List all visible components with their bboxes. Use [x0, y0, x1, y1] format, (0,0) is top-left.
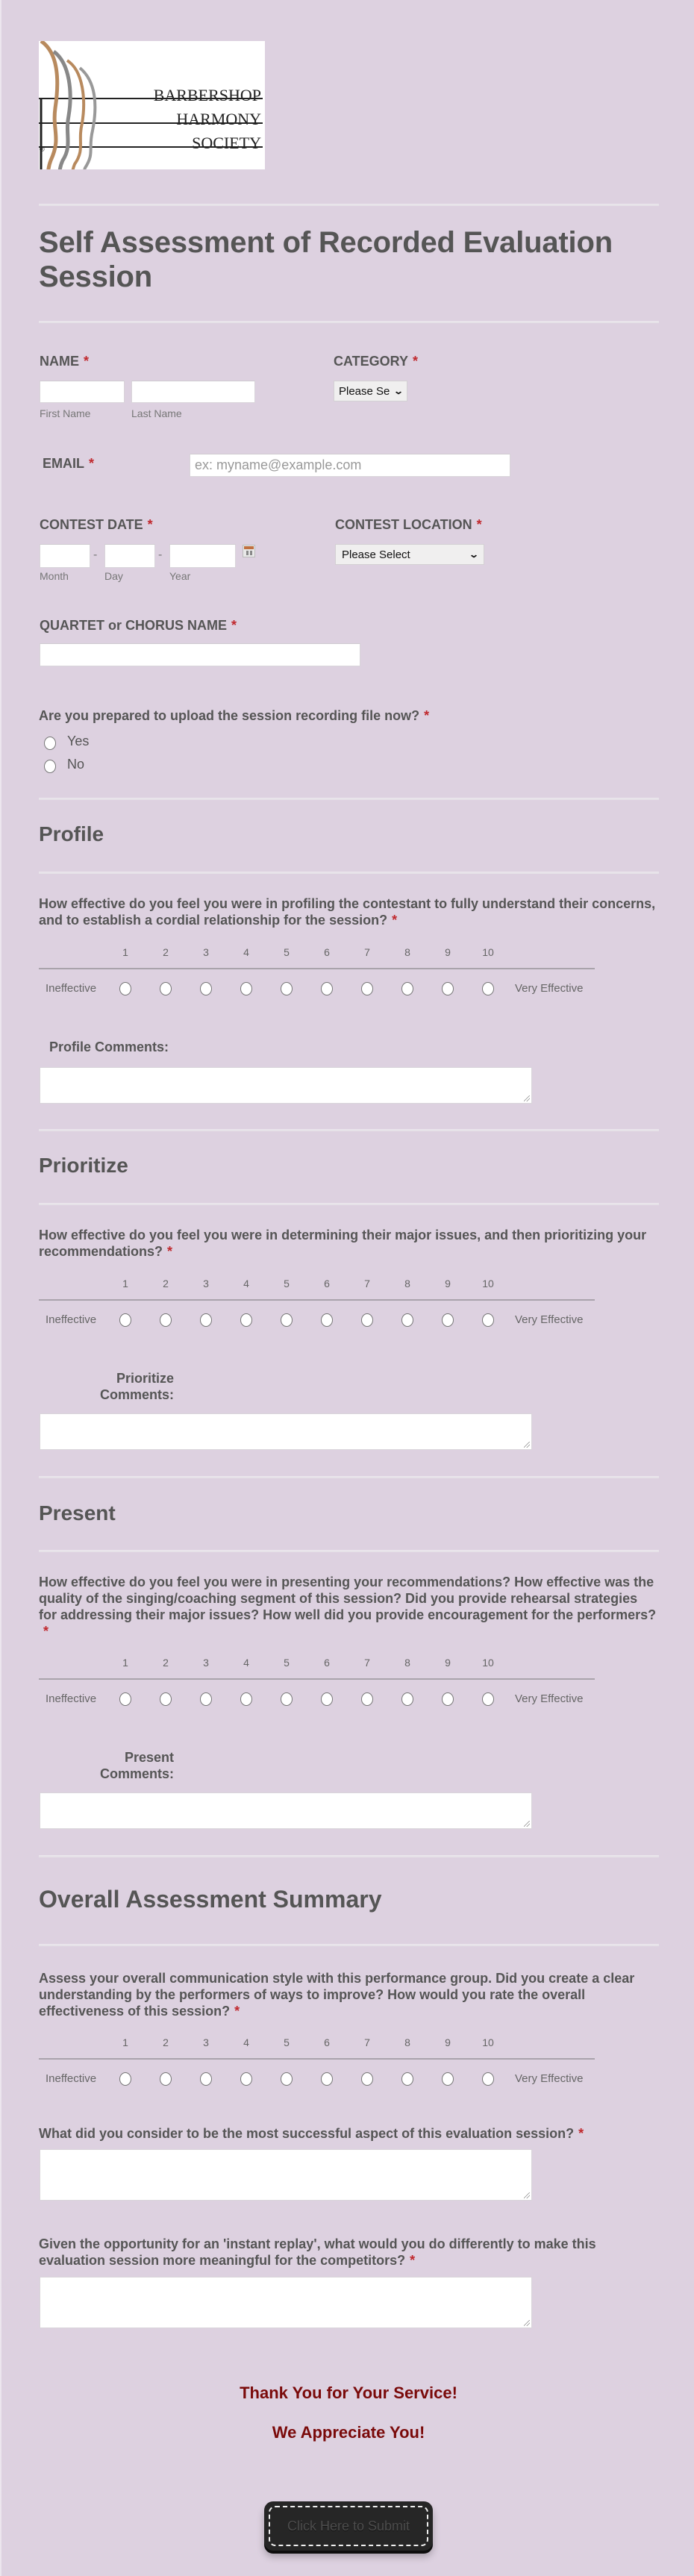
rating-radio-5[interactable] — [281, 2072, 293, 2086]
scale-low-label: Ineffective — [46, 982, 97, 995]
scale-divider — [39, 2058, 595, 2060]
scale-high-label: Very Effective — [515, 1692, 584, 1705]
last-name-input[interactable] — [131, 381, 255, 403]
name-label: NAME * — [40, 354, 90, 369]
rating-radio-9[interactable] — [442, 2072, 454, 2086]
scale-number: 2 — [163, 1657, 169, 1669]
scale-number: 7 — [364, 1278, 370, 1289]
rating-radio-7[interactable] — [361, 2072, 373, 2086]
rating-radio-1[interactable] — [119, 982, 131, 995]
scale-number: 5 — [284, 1278, 290, 1289]
form-title: Self Assessment of Recorded Evaluation Session — [39, 226, 613, 293]
required-marker: * — [476, 517, 482, 532]
required-marker: * — [424, 708, 430, 723]
divider — [39, 204, 659, 206]
date-separator: - — [158, 548, 163, 561]
logo-line-2: HARMONY — [176, 110, 261, 128]
required-marker: * — [392, 913, 398, 928]
rating-radio-3[interactable] — [200, 2072, 212, 2086]
submit-button-label: Click Here to Submit — [287, 2518, 410, 2533]
profile-question: How effective do you feel you were in profiling the contestant to fully understand their concerns, and to establish a cordial relationship for the session? * — [39, 896, 656, 928]
scale-number: 4 — [243, 2036, 249, 2048]
rating-radio-1[interactable] — [119, 2072, 131, 2086]
logo-line-3: SOCIETY — [192, 134, 261, 152]
most-successful-textarea[interactable] — [40, 2149, 532, 2201]
scale-number: 6 — [324, 946, 330, 958]
upload-question-label: Are you prepared to upload the session recording file now? * — [39, 708, 430, 723]
rating-radio-4[interactable] — [240, 982, 252, 995]
present-question: How effective do you feel you were in presenting your recommendations? How effective was the quality of the singing/coaching segment of this session? Did you provide rehearsal strategies for addressing their major issues? How well did you provide encouragement for the performers?* — [39, 1575, 657, 1639]
instant-replay-question: Given the opportunity for an 'instant replay', what would you do differently to make this evaluation session more meaningful for the competitors? * — [39, 2236, 596, 2268]
rating-radio-6[interactable] — [321, 2072, 333, 2086]
rating-radio-4[interactable] — [240, 1692, 252, 1706]
prioritize-comments-textarea[interactable] — [40, 1413, 532, 1450]
scale-number: 10 — [482, 2036, 494, 2048]
section-title-overall: Overall Assessment Summary — [39, 1886, 382, 1913]
email-label: EMAIL * — [43, 456, 95, 471]
resize-grip-icon[interactable] — [524, 1095, 530, 1101]
category-label: CATEGORY * — [334, 354, 419, 369]
upload-no-radio[interactable] — [44, 760, 56, 773]
overall-rating-scale — [1, 2036, 694, 2096]
month-sublabel: Month — [40, 570, 69, 582]
scale-number: 6 — [324, 1278, 330, 1289]
scale-low-label: Ineffective — [46, 1692, 97, 1705]
present-comments-label: Present Comments: — [99, 1750, 174, 1781]
resize-grip-icon[interactable] — [524, 1821, 530, 1827]
rating-radio-6[interactable] — [321, 1692, 333, 1706]
chevron-down-icon: ⌄ — [468, 549, 480, 560]
rating-radio-7[interactable] — [361, 1313, 373, 1327]
contest-location-label: CONTEST LOCATION * — [335, 517, 482, 532]
scale-number: 1 — [122, 2036, 128, 2048]
upload-yes-label[interactable]: Yes — [67, 734, 90, 748]
rating-radio-1[interactable] — [119, 1313, 131, 1327]
year-input[interactable] — [169, 544, 236, 568]
contest-location-selected-value: Please Select — [342, 548, 410, 561]
scale-number: 3 — [203, 2036, 209, 2048]
rating-radio-8[interactable] — [401, 2072, 413, 2086]
divider — [39, 1203, 659, 1205]
logo-line-1: BARBERSHOP — [153, 86, 261, 104]
rating-radio-9[interactable] — [442, 982, 454, 995]
scale-number: 5 — [284, 2036, 290, 2048]
thank-you-message: Thank You for Your Service! — [240, 2383, 457, 2402]
scale-number: 5 — [284, 1657, 290, 1669]
barbershop-harmony-society-logo — [39, 41, 265, 169]
rating-radio-2[interactable] — [160, 2072, 172, 2086]
divider — [39, 1944, 659, 1946]
rating-radio-2[interactable] — [160, 1692, 172, 1706]
scale-number: 3 — [203, 946, 209, 958]
scale-number: 8 — [404, 946, 410, 958]
scale-number: 7 — [364, 2036, 370, 2048]
scale-number: 7 — [364, 946, 370, 958]
profile-comments-textarea[interactable] — [40, 1067, 532, 1104]
rating-radio-7[interactable] — [361, 982, 373, 995]
scale-number: 4 — [243, 1278, 249, 1289]
scale-high-label: Very Effective — [515, 1313, 584, 1326]
upload-no-label[interactable]: No — [67, 757, 85, 772]
present-rating-scale — [1, 1657, 694, 1716]
resize-grip-icon[interactable] — [524, 2320, 530, 2326]
rating-radio-4[interactable] — [240, 2072, 252, 2086]
scale-number: 10 — [482, 946, 494, 958]
rating-radio-7[interactable] — [361, 1692, 373, 1706]
scale-number: 9 — [445, 946, 451, 958]
rating-radio-3[interactable] — [200, 982, 212, 995]
divider — [39, 872, 659, 874]
scale-number: 10 — [482, 1657, 494, 1669]
rating-radio-3[interactable] — [200, 1692, 212, 1706]
scale-number: 10 — [482, 1278, 494, 1289]
day-input[interactable] — [104, 544, 155, 568]
required-marker: * — [231, 618, 237, 633]
scale-high-label: Very Effective — [515, 2072, 584, 2085]
rating-radio-8[interactable] — [401, 1692, 413, 1706]
resize-grip-icon[interactable] — [524, 1442, 530, 1448]
profile-comments-label: Profile Comments: — [49, 1040, 169, 1054]
required-marker: * — [410, 2253, 416, 2268]
scale-number: 8 — [404, 1278, 410, 1289]
rating-radio-2[interactable] — [160, 982, 172, 995]
rating-radio-9[interactable] — [442, 1313, 454, 1327]
section-title-prioritize: Prioritize — [39, 1154, 128, 1177]
rating-radio-10[interactable] — [482, 1692, 494, 1706]
group-name-label: QUARTET or CHORUS NAME * — [40, 618, 237, 633]
first-name-input[interactable] — [40, 381, 125, 403]
scale-number: 2 — [163, 946, 169, 958]
scale-number: 8 — [404, 1657, 410, 1669]
last-name-sublabel: Last Name — [131, 407, 182, 419]
rating-radio-8[interactable] — [401, 982, 413, 995]
prioritize-question: How effective do you feel you were in determining their major issues, and then prioritizing your recommendations? * — [39, 1228, 647, 1259]
email-input[interactable] — [190, 454, 510, 477]
rating-radio-5[interactable] — [281, 1692, 293, 1706]
submit-button[interactable] — [264, 2501, 433, 2551]
rating-radio-5[interactable] — [281, 982, 293, 995]
scale-divider — [39, 968, 595, 969]
resize-grip-icon[interactable] — [524, 2192, 530, 2198]
scale-number: 9 — [445, 2036, 451, 2048]
scale-number: 9 — [445, 1657, 451, 1669]
scale-number: 1 — [122, 1657, 128, 1669]
scale-number: 3 — [203, 1657, 209, 1669]
required-marker: * — [234, 2004, 240, 2019]
chevron-down-icon: ⌄ — [393, 386, 404, 396]
scale-number: 6 — [324, 2036, 330, 2048]
year-sublabel: Year — [169, 570, 191, 582]
contest-date-label: CONTEST DATE * — [40, 517, 153, 532]
divider — [39, 1550, 659, 1552]
calendar-icon[interactable] — [243, 545, 255, 557]
day-sublabel: Day — [104, 570, 123, 582]
scale-high-label: Very Effective — [515, 982, 584, 995]
rating-radio-2[interactable] — [160, 1313, 172, 1327]
scale-number: 2 — [163, 1278, 169, 1289]
month-input[interactable] — [40, 544, 90, 568]
scale-low-label: Ineffective — [46, 1313, 97, 1326]
scale-number: 9 — [445, 1278, 451, 1289]
scale-number: 1 — [122, 946, 128, 958]
required-marker: * — [89, 456, 95, 471]
scale-number: 8 — [404, 2036, 410, 2048]
appreciate-message: We Appreciate You! — [272, 2423, 425, 2442]
required-marker: * — [167, 1244, 173, 1259]
first-name-sublabel: First Name — [40, 407, 91, 419]
most-successful-question: What did you consider to be the most successful aspect of this evaluation session? * — [39, 2126, 584, 2141]
section-title-profile: Profile — [39, 822, 104, 845]
scale-number: 4 — [243, 946, 249, 958]
scale-number: 3 — [203, 1278, 209, 1289]
rating-radio-6[interactable] — [321, 1313, 333, 1327]
category-selected-value: Please Se — [339, 384, 390, 398]
scale-number: 7 — [364, 1657, 370, 1669]
instant-replay-textarea[interactable] — [40, 2277, 532, 2328]
scale-low-label: Ineffective — [46, 2072, 97, 2085]
section-title-present: Present — [39, 1501, 116, 1525]
scale-number: 4 — [243, 1657, 249, 1669]
required-marker: * — [147, 517, 153, 532]
required-marker: * — [578, 2126, 584, 2141]
scale-divider — [39, 1299, 595, 1301]
rating-radio-5[interactable] — [281, 1313, 293, 1327]
scale-number: 5 — [284, 946, 290, 958]
rating-radio-9[interactable] — [442, 1692, 454, 1706]
prioritize-comments-label: Prioritize Comments: — [99, 1371, 174, 1402]
scale-number: 6 — [324, 1657, 330, 1669]
divider — [39, 798, 659, 800]
rating-radio-4[interactable] — [240, 1313, 252, 1327]
divider — [39, 321, 659, 323]
scale-divider — [39, 1678, 595, 1680]
rating-radio-3[interactable] — [200, 1313, 212, 1327]
rating-radio-6[interactable] — [321, 982, 333, 995]
upload-yes-radio[interactable] — [44, 737, 56, 750]
divider — [39, 1476, 659, 1478]
rating-radio-10[interactable] — [482, 1313, 494, 1327]
divider — [39, 1129, 659, 1131]
group-name-input[interactable] — [40, 643, 360, 666]
scale-number: 2 — [163, 2036, 169, 2048]
required-marker: * — [413, 354, 419, 369]
divider — [39, 1855, 659, 1857]
prioritize-rating-scale — [1, 1278, 694, 1337]
contest-location-select[interactable] — [335, 544, 484, 565]
overall-question: Assess your overall communication style with this performance group. Did you create a clear understanding by the performers of ways to improve? How would you rate the overall effectiveness of this session? * — [39, 1971, 635, 2019]
scale-number: 1 — [122, 1278, 128, 1289]
rating-radio-8[interactable] — [401, 1313, 413, 1327]
category-select[interactable] — [334, 381, 407, 401]
required-marker: * — [43, 1624, 49, 1639]
rating-radio-10[interactable] — [482, 2072, 494, 2086]
present-comments-textarea[interactable] — [40, 1792, 532, 1829]
rating-radio-10[interactable] — [482, 982, 494, 995]
registered-mark: ® — [40, 146, 45, 153]
date-separator: - — [93, 548, 98, 561]
rating-radio-1[interactable] — [119, 1692, 131, 1706]
profile-rating-scale — [1, 946, 694, 1006]
required-marker: * — [84, 354, 90, 369]
